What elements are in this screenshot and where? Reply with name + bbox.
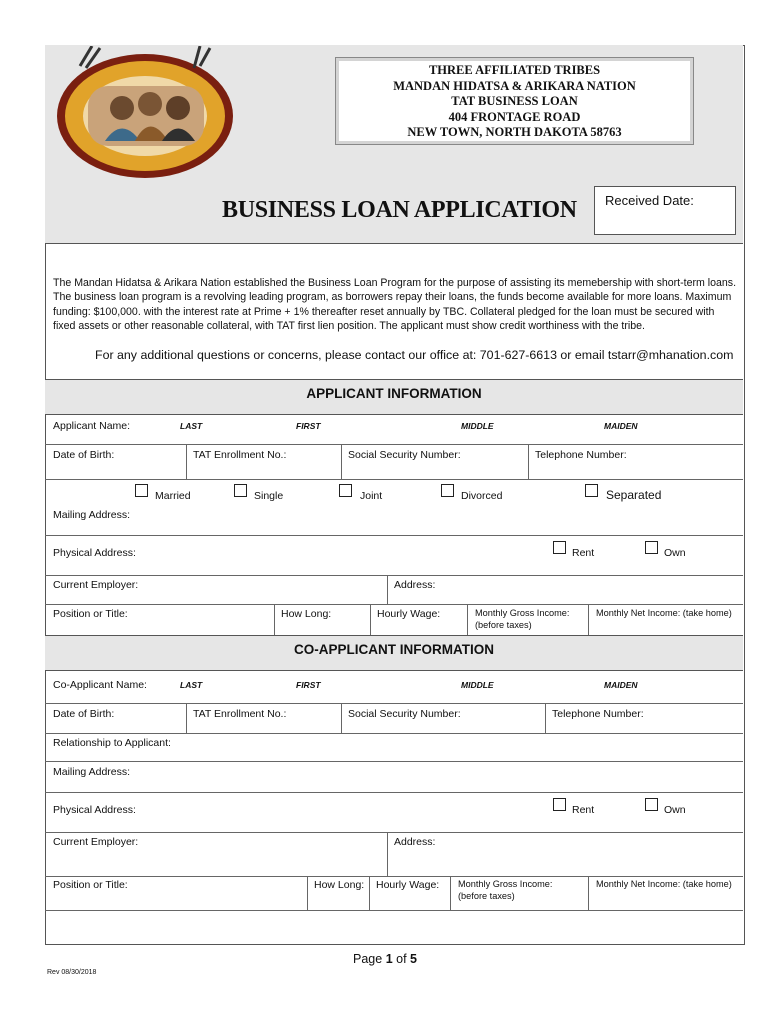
divider — [45, 604, 743, 605]
address-box — [335, 57, 694, 145]
contact-line: For any additional questions or concerns, please contact our office at: 701-627-6613 or email tstarr@mhanation.com — [95, 348, 734, 362]
current-page: 1 — [385, 952, 393, 966]
co-mailing-address-label: Mailing Address: — [53, 766, 131, 778]
employer-label: Current Employer: — [53, 579, 139, 591]
divider — [45, 703, 743, 704]
of-word: of — [396, 952, 407, 966]
divider — [528, 444, 529, 479]
position-label: Position or Title: — [53, 608, 128, 620]
org-line: TAT BUSINESS LOAN — [451, 94, 578, 108]
org-line: NEW TOWN, NORTH DAKOTA 58763 — [407, 125, 622, 139]
applicant-section-heading: APPLICANT INFORMATION — [45, 379, 743, 415]
page-word: Page — [353, 952, 383, 966]
divider — [45, 535, 743, 536]
divider — [274, 604, 275, 635]
divider — [45, 479, 743, 480]
divider — [387, 575, 388, 604]
org-line: 404 FRONTAGE ROAD — [448, 109, 581, 124]
divider — [369, 876, 370, 910]
separated-label: Separated — [606, 488, 662, 502]
tribal-seal-logo — [50, 46, 240, 181]
divider — [45, 832, 743, 833]
employer-address-label: Address: — [394, 579, 436, 591]
org-line: MANDAN HIDATSA & ARIKARA NATION — [393, 78, 636, 93]
married-checkbox[interactable] — [135, 484, 148, 497]
joint-checkbox[interactable] — [339, 484, 352, 497]
co-net-income-label: Monthly Net Income: (take home) — [596, 879, 732, 889]
co-own-checkbox[interactable] — [645, 798, 658, 811]
revision-date: Rev 08/30/2018 — [47, 969, 97, 976]
co-dob-label: Date of Birth: — [53, 708, 115, 720]
received-date-field[interactable] — [594, 186, 736, 235]
single-label: Single — [254, 490, 284, 502]
total-pages: 5 — [410, 952, 417, 966]
middle-sublabel: MIDDLE — [461, 680, 494, 690]
coapplicant-section-heading: CO-APPLICANT INFORMATION — [45, 635, 743, 671]
how-long-label: How Long: — [281, 608, 332, 620]
relationship-label: Relationship to Applicant: — [53, 737, 171, 749]
enrollment-label: TAT Enrollment No.: — [193, 449, 287, 461]
co-gross-income-label — [458, 878, 552, 902]
divider — [45, 733, 743, 734]
married-label: Married — [155, 490, 191, 502]
maiden-sublabel: MAIDEN — [604, 421, 638, 431]
divider — [45, 444, 743, 445]
divider — [45, 876, 743, 877]
own-label: Own — [664, 547, 686, 559]
physical-address-label: Physical Address: — [53, 547, 136, 559]
hourly-wage-label: Hourly Wage: — [377, 608, 441, 620]
joint-label: Joint — [360, 490, 383, 502]
phone-label: Telephone Number: — [535, 449, 627, 461]
co-ssn-label: Social Security Number: — [348, 708, 461, 720]
first-sublabel: FIRST — [296, 680, 321, 690]
divider — [341, 444, 342, 479]
divorced-checkbox[interactable] — [441, 484, 454, 497]
page-number — [0, 952, 770, 966]
divider — [341, 703, 342, 733]
co-physical-address-label: Physical Address: — [53, 804, 136, 816]
co-position-label: Position or Title: — [53, 879, 128, 891]
org-line: THREE AFFILIATED TRIBES — [428, 63, 601, 77]
rent-checkbox[interactable] — [553, 541, 566, 554]
divider — [45, 575, 743, 576]
divorced-label: Divorced — [461, 490, 503, 502]
dob-label: Date of Birth: — [53, 449, 115, 461]
gross-income-sub: (before taxes) — [475, 620, 532, 630]
divider — [588, 604, 589, 635]
divider — [545, 703, 546, 733]
co-employer-address-label: Address: — [394, 836, 436, 848]
page-title: BUSINESS LOAN APPLICATION — [222, 197, 577, 223]
co-rent-label: Rent — [572, 804, 595, 816]
co-gross-income-text: Monthly Gross Income: — [458, 879, 553, 889]
co-enrollment-label: TAT Enrollment No.: — [193, 708, 287, 720]
divider — [307, 876, 308, 910]
divider — [370, 604, 371, 635]
intro-paragraph: The Mandan Hidatsa & Arikara Nation established the Business Loan Program for the purpose of assisting its memebership with short-term loans. The business loan program is a revolving leading program, as borrowers repay their loans, the funds become available for more loans. Maximum funding: $100,000. with the interest rate at Prime + 1% thereafter reset annually by TBC. Collateral pledged for the loan must be secured with fixed assets or other reasonable collateral, with TAT first lien position. The applicant must show credit worthiness with the tribe. — [53, 277, 737, 332]
separated-checkbox[interactable] — [585, 484, 598, 497]
last-sublabel: LAST — [180, 680, 203, 690]
divider — [588, 876, 589, 910]
last-sublabel: LAST — [180, 421, 203, 431]
co-rent-checkbox[interactable] — [553, 798, 566, 811]
co-employer-label: Current Employer: — [53, 836, 139, 848]
co-gross-income-sub: (before taxes) — [458, 891, 515, 901]
divider — [186, 444, 187, 479]
gross-income-label — [475, 607, 569, 631]
divider — [45, 910, 743, 911]
mailing-address-label: Mailing Address: — [53, 509, 131, 521]
own-checkbox[interactable] — [645, 541, 658, 554]
gross-income-text: Monthly Gross Income: — [475, 608, 570, 618]
divider — [45, 761, 743, 762]
co-own-label: Own — [664, 804, 686, 816]
net-income-label: Monthly Net Income: (take home) — [596, 608, 732, 618]
co-hourly-wage-label: Hourly Wage: — [376, 879, 440, 891]
middle-sublabel: MIDDLE — [461, 421, 494, 431]
co-phone-label: Telephone Number: — [552, 708, 644, 720]
divider — [450, 876, 451, 910]
first-sublabel: FIRST — [296, 421, 321, 431]
received-date-label: Received Date: — [605, 193, 694, 208]
maiden-sublabel: MAIDEN — [604, 680, 638, 690]
ssn-label: Social Security Number: — [348, 449, 461, 461]
coapplicant-name-label: Co-Applicant Name: — [53, 679, 147, 691]
co-how-long-label: How Long: — [314, 879, 365, 891]
divider — [387, 832, 388, 876]
single-checkbox[interactable] — [234, 484, 247, 497]
applicant-name-label: Applicant Name: — [53, 420, 131, 432]
divider — [467, 604, 468, 635]
divider — [45, 792, 743, 793]
rent-label: Rent — [572, 547, 595, 559]
divider — [186, 703, 187, 733]
